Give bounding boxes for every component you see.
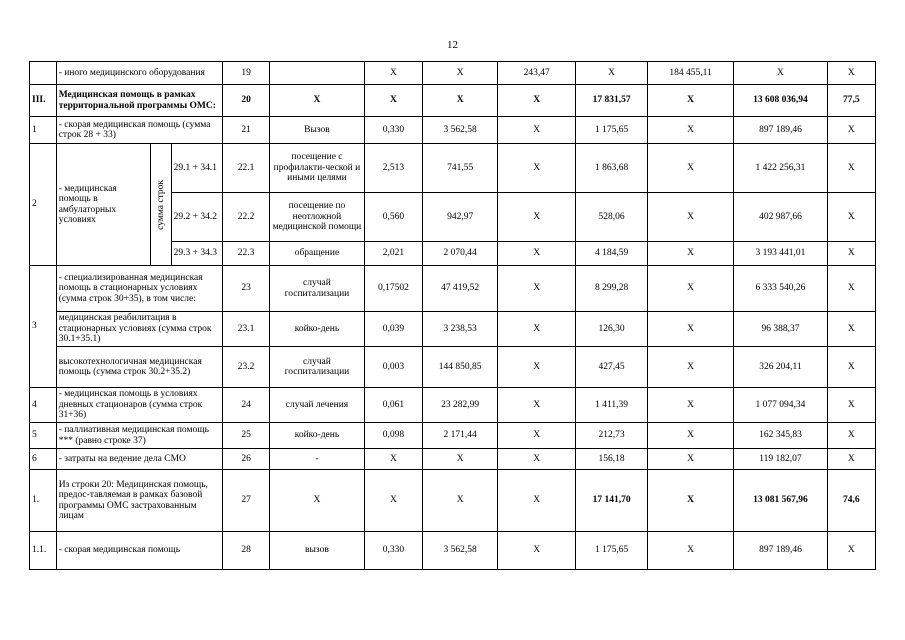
line-number: 26 xyxy=(223,449,270,470)
value-cell: Х xyxy=(498,144,576,193)
value-cell: 0,098 xyxy=(364,423,423,449)
value-cell: Х xyxy=(827,347,875,388)
value-cell: 1 863,68 xyxy=(576,144,648,193)
sum-label-text: сумма строк xyxy=(155,179,166,230)
unit-cell: Х xyxy=(270,85,364,117)
table-row xyxy=(30,62,876,85)
unit-cell: посещение с профилакти-ческой и иными целями xyxy=(270,144,364,193)
value-cell: Х xyxy=(576,62,648,85)
value-cell: 77,5 xyxy=(827,85,875,117)
unit-cell: посещение по неотложной медицинской помощи xyxy=(270,193,364,242)
value-cell: 96 388,37 xyxy=(734,312,827,347)
value-cell: Х xyxy=(827,144,875,193)
row-name: Медицинская помощь в рамках территориальной программы ОМС: xyxy=(56,85,222,117)
value-cell: 243,47 xyxy=(498,62,576,85)
row-name: медицинская реабилитация в стационарных условиях (сумма строк 30.1+35.1) xyxy=(56,312,222,347)
row-index: 3 xyxy=(30,266,57,388)
value-cell: Х xyxy=(498,312,576,347)
value-cell: 326 204,11 xyxy=(734,347,827,388)
value-cell: 3 193 441,01 xyxy=(734,242,827,266)
value-cell: Х xyxy=(423,449,498,470)
value-cell: Х xyxy=(423,470,498,532)
line-number: 23.2 xyxy=(223,347,270,388)
value-cell: Х xyxy=(648,193,734,242)
value-cell: 0,330 xyxy=(364,532,423,570)
line-number: 23 xyxy=(223,266,270,312)
value-cell: 528,06 xyxy=(576,193,648,242)
table-row xyxy=(30,312,876,347)
value-cell: 144 850,85 xyxy=(423,347,498,388)
value-cell: Х xyxy=(648,242,734,266)
unit-cell: койко-день xyxy=(270,312,364,347)
value-cell: Х xyxy=(827,242,875,266)
row-index: III. xyxy=(30,85,57,117)
table-row xyxy=(30,423,876,449)
unit-cell: - xyxy=(270,449,364,470)
value-cell: Х xyxy=(827,117,875,144)
row-name: Из строки 20: Медицинская помощь, предос-тавляемая в рамках базовой программы ОМС застрахованным лицам xyxy=(56,470,222,532)
unit-cell: койко-день xyxy=(270,423,364,449)
value-cell: Х xyxy=(648,347,734,388)
value-cell: 184 455,11 xyxy=(648,62,734,85)
value-cell: 13 081 567,96 xyxy=(734,470,827,532)
value-cell: Х xyxy=(498,347,576,388)
row-name: - медицинская помощь в условиях дневных стационаров (сумма строк 31+36) xyxy=(56,388,222,423)
value-cell: 162 345,83 xyxy=(734,423,827,449)
value-cell: 212,73 xyxy=(576,423,648,449)
value-cell: Х xyxy=(498,449,576,470)
value-cell: 156,18 xyxy=(576,449,648,470)
value-cell: 8 299,28 xyxy=(576,266,648,312)
row-index: 2 xyxy=(30,144,57,266)
value-cell: Х xyxy=(827,449,875,470)
value-cell: Х xyxy=(498,532,576,570)
value-cell: 0,039 xyxy=(364,312,423,347)
sub-lines: 29.3 + 34.3 xyxy=(171,242,222,266)
table-row xyxy=(30,144,876,193)
table-row xyxy=(30,347,876,388)
value-cell: Х xyxy=(648,532,734,570)
value-cell: Х xyxy=(827,62,875,85)
row-index: 4 xyxy=(30,388,57,423)
table-row xyxy=(30,85,876,117)
value-cell: Х xyxy=(423,85,498,117)
unit-cell: Х xyxy=(270,470,364,532)
value-cell: Х xyxy=(648,388,734,423)
value-cell: Х xyxy=(648,266,734,312)
value-cell: 74,6 xyxy=(827,470,875,532)
value-cell: Х xyxy=(648,144,734,193)
line-number: 21 xyxy=(223,117,270,144)
financing-table xyxy=(29,61,876,570)
value-cell: Х xyxy=(364,449,423,470)
value-cell: 47 419,52 xyxy=(423,266,498,312)
value-cell: Х xyxy=(648,470,734,532)
value-cell: Х xyxy=(423,62,498,85)
value-cell: Х xyxy=(827,388,875,423)
value-cell: 3 562,58 xyxy=(423,117,498,144)
row-name: - паллиативная медицинская помощь *** (равно строке 37) xyxy=(56,423,222,449)
value-cell: 1 411,39 xyxy=(576,388,648,423)
row-name: - иного медицинского оборудования xyxy=(56,62,222,85)
table-row xyxy=(30,470,876,532)
value-cell: 3 562,58 xyxy=(423,532,498,570)
line-number: 19 xyxy=(223,62,270,85)
row-name: - специализированная медицинская помощь в стационарных условиях (сумма строк 30+35), в том числе: xyxy=(56,266,222,312)
page-number: 12 xyxy=(447,39,458,51)
value-cell: 23 282,99 xyxy=(423,388,498,423)
row-index: 1. xyxy=(30,470,57,532)
value-cell: Х xyxy=(498,117,576,144)
row-index: 5 xyxy=(30,423,57,449)
row-index xyxy=(30,62,57,85)
value-cell: 1 422 256,31 xyxy=(734,144,827,193)
table-row xyxy=(30,532,876,570)
value-cell: 4 184,59 xyxy=(576,242,648,266)
value-cell: Х xyxy=(498,266,576,312)
row-index: 1 xyxy=(30,117,57,144)
value-cell: Х xyxy=(827,423,875,449)
unit-cell xyxy=(270,62,364,85)
value-cell: 0,17502 xyxy=(364,266,423,312)
value-cell: 6 333 540,26 xyxy=(734,266,827,312)
value-cell: 3 238,53 xyxy=(423,312,498,347)
value-cell: 1 077 094,34 xyxy=(734,388,827,423)
value-cell: 119 182,07 xyxy=(734,449,827,470)
value-cell: Х xyxy=(498,193,576,242)
value-cell: Х xyxy=(648,117,734,144)
value-cell: 2,513 xyxy=(364,144,423,193)
value-cell: 126,30 xyxy=(576,312,648,347)
unit-cell: вызов xyxy=(270,532,364,570)
value-cell: Х xyxy=(734,62,827,85)
line-number: 24 xyxy=(223,388,270,423)
line-number: 22.2 xyxy=(223,193,270,242)
row-name: - скорая медицинская помощь xyxy=(56,532,222,570)
table-row xyxy=(30,117,876,144)
row-name: высокотехнологичная медицинская помощь (сумма строк 30.2+35.2) xyxy=(56,347,222,388)
value-cell: Х xyxy=(827,532,875,570)
value-cell: 17 141,70 xyxy=(576,470,648,532)
value-cell: 2 070,44 xyxy=(423,242,498,266)
table-row xyxy=(30,266,876,312)
unit-cell: случай лечения xyxy=(270,388,364,423)
value-cell: 1 175,65 xyxy=(576,117,648,144)
value-cell: 0,061 xyxy=(364,388,423,423)
sum-label-vertical xyxy=(151,144,172,266)
value-cell: Х xyxy=(827,193,875,242)
table-row xyxy=(30,388,876,423)
value-cell: 0,330 xyxy=(364,117,423,144)
row-name: - скорая медицинская помощь (сумма строк 28 + 33) xyxy=(56,117,222,144)
value-cell: Х xyxy=(498,85,576,117)
row-name: - затраты на ведение дела СМО xyxy=(56,449,222,470)
value-cell: 942,97 xyxy=(423,193,498,242)
value-cell: 0,003 xyxy=(364,347,423,388)
value-cell: 2,021 xyxy=(364,242,423,266)
value-cell: Х xyxy=(364,85,423,117)
unit-cell: обращение xyxy=(270,242,364,266)
line-number: 23.1 xyxy=(223,312,270,347)
value-cell: 2 171,44 xyxy=(423,423,498,449)
row-index: 6 xyxy=(30,449,57,470)
line-number: 25 xyxy=(223,423,270,449)
value-cell: Х xyxy=(498,388,576,423)
unit-cell: Вызов xyxy=(270,117,364,144)
value-cell: Х xyxy=(648,85,734,117)
value-cell: Х xyxy=(364,62,423,85)
table-row xyxy=(30,449,876,470)
value-cell: 897 189,46 xyxy=(734,532,827,570)
value-cell: 402 987,66 xyxy=(734,193,827,242)
unit-cell: случай госпитализации xyxy=(270,347,364,388)
value-cell: 0,560 xyxy=(364,193,423,242)
value-cell: Х xyxy=(498,242,576,266)
row-name: - медицинская помощь в амбулаторных условиях xyxy=(56,144,150,266)
line-number: 27 xyxy=(223,470,270,532)
sub-lines: 29.1 + 34.1 xyxy=(171,144,222,193)
value-cell: Х xyxy=(827,266,875,312)
value-cell: 1 175,65 xyxy=(576,532,648,570)
sub-lines: 29.2 + 34.2 xyxy=(171,193,222,242)
value-cell: 897 189,46 xyxy=(734,117,827,144)
line-number: 22.3 xyxy=(223,242,270,266)
unit-cell: случай госпитализации xyxy=(270,266,364,312)
line-number: 28 xyxy=(223,532,270,570)
value-cell: 427,45 xyxy=(576,347,648,388)
value-cell: Х xyxy=(364,470,423,532)
value-cell: Х xyxy=(498,423,576,449)
value-cell: 13 608 036,94 xyxy=(734,85,827,117)
value-cell: Х xyxy=(648,312,734,347)
line-number: 22.1 xyxy=(223,144,270,193)
row-index: 1.1. xyxy=(30,532,57,570)
value-cell: Х xyxy=(648,449,734,470)
value-cell: 741,55 xyxy=(423,144,498,193)
value-cell: 17 831,57 xyxy=(576,85,648,117)
value-cell: Х xyxy=(648,423,734,449)
value-cell: Х xyxy=(498,470,576,532)
line-number: 20 xyxy=(223,85,270,117)
value-cell: Х xyxy=(827,312,875,347)
